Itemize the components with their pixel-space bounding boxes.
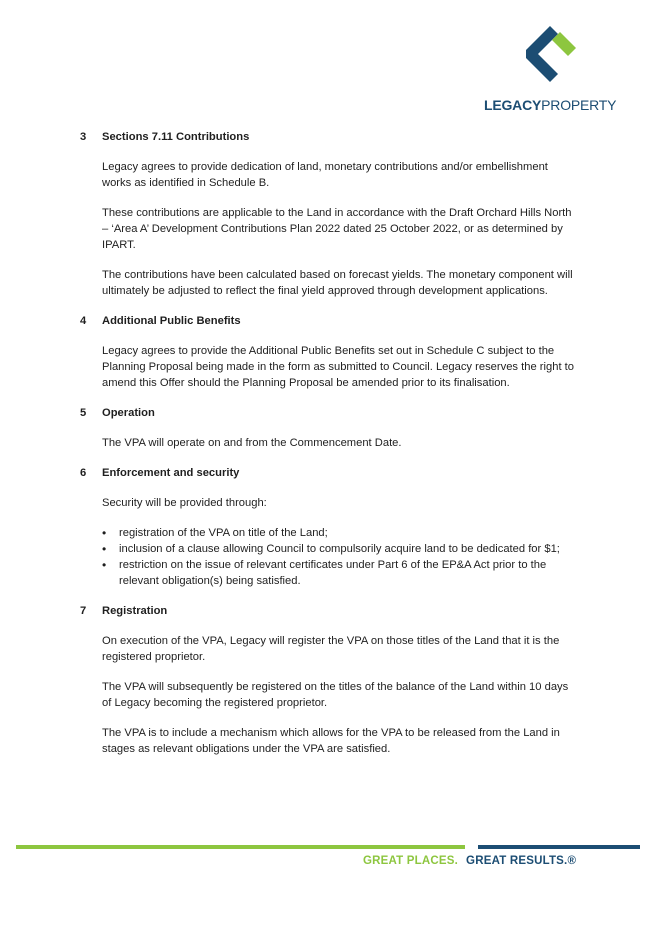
paragraph: The VPA will operate on and from the Commencement Date. (102, 437, 402, 449)
document-body (80, 129, 580, 771)
list-item: • registration of the VPA on title of the Land; (102, 525, 580, 541)
legacy-property-logo (484, 22, 624, 114)
section-number: 6 (80, 467, 87, 479)
paragraph: Security will be provided through: (102, 497, 267, 509)
footer-divider-blue (478, 845, 640, 849)
section-title: Operation (102, 407, 155, 419)
section-3 (80, 129, 580, 299)
bullet-list (102, 525, 580, 589)
section-heading (80, 313, 580, 329)
section-heading (80, 129, 580, 145)
section-7 (80, 603, 580, 757)
legacy-logo-mark-icon (526, 22, 582, 84)
section-title: Registration (102, 605, 168, 617)
list-item: • restriction on the issue of relevant certificates under Part 6 of the EP&A Act prior to the relevant obligation(s) being satisfied. (102, 557, 580, 589)
paragraph: The contributions have been calculated based on forecast yields. The monetary component will ultimately be adjusted to reflect the final yield approved through development applications. (102, 269, 573, 297)
logo-wordmark (484, 97, 624, 113)
section-heading (80, 405, 580, 421)
section-title: Additional Public Benefits (102, 315, 241, 327)
paragraph: The VPA will subsequently be registered on the titles of the balance of the Land within 10 days of Legacy becoming the registered proprietor. (102, 681, 569, 709)
logo-word-regular: PROPERTY (541, 97, 617, 113)
paragraph: Legacy agrees to provide dedication of land, monetary contributions and/or embellishment works as identified in Schedule B. (102, 161, 548, 189)
section-heading (80, 465, 580, 481)
section-4 (80, 313, 580, 391)
section-title: Sections 7.11 Contributions (102, 131, 250, 143)
section-6 (80, 465, 580, 589)
footer-divider-green (16, 845, 465, 849)
section-number: 3 (80, 131, 87, 143)
list-item: • inclusion of a clause allowing Council to compulsorily acquire land to be dedicated for $1; (102, 541, 580, 557)
section-title: Enforcement and security (102, 467, 240, 479)
paragraph: These contributions are applicable to the Land in accordance with the Draft Orchard Hills North – ‘Area A’ Development Contributions Plan 2022 dated 25 October 2022, or as determined by IPART. (102, 207, 572, 251)
section-number: 5 (80, 407, 87, 419)
paragraph: Legacy agrees to provide the Additional Public Benefits set out in Schedule C subject to the Planning Proposal being made in the form as submitted to Council. Legacy reserves the right to amend this Offer should the Planning Proposal be amended prior to its finalisation. (102, 345, 574, 389)
logo-word-bold: LEGACY (484, 97, 542, 113)
paragraph: On execution of the VPA, Legacy will register the VPA on those titles of the Land that it is the registered proprietor. (102, 635, 560, 663)
paragraph: The VPA is to include a mechanism which allows for the VPA to be released from the Land in stages as relevant obligations under the VPA are satisfied. (102, 727, 560, 755)
section-heading (80, 603, 580, 619)
section-number: 4 (80, 315, 87, 327)
footer-tagline (363, 855, 576, 867)
section-number: 7 (80, 605, 87, 617)
tagline-great-results: GREAT RESULTS.® (466, 855, 577, 867)
tagline-great-places: GREAT PLACES. (363, 855, 459, 867)
section-5 (80, 405, 580, 451)
